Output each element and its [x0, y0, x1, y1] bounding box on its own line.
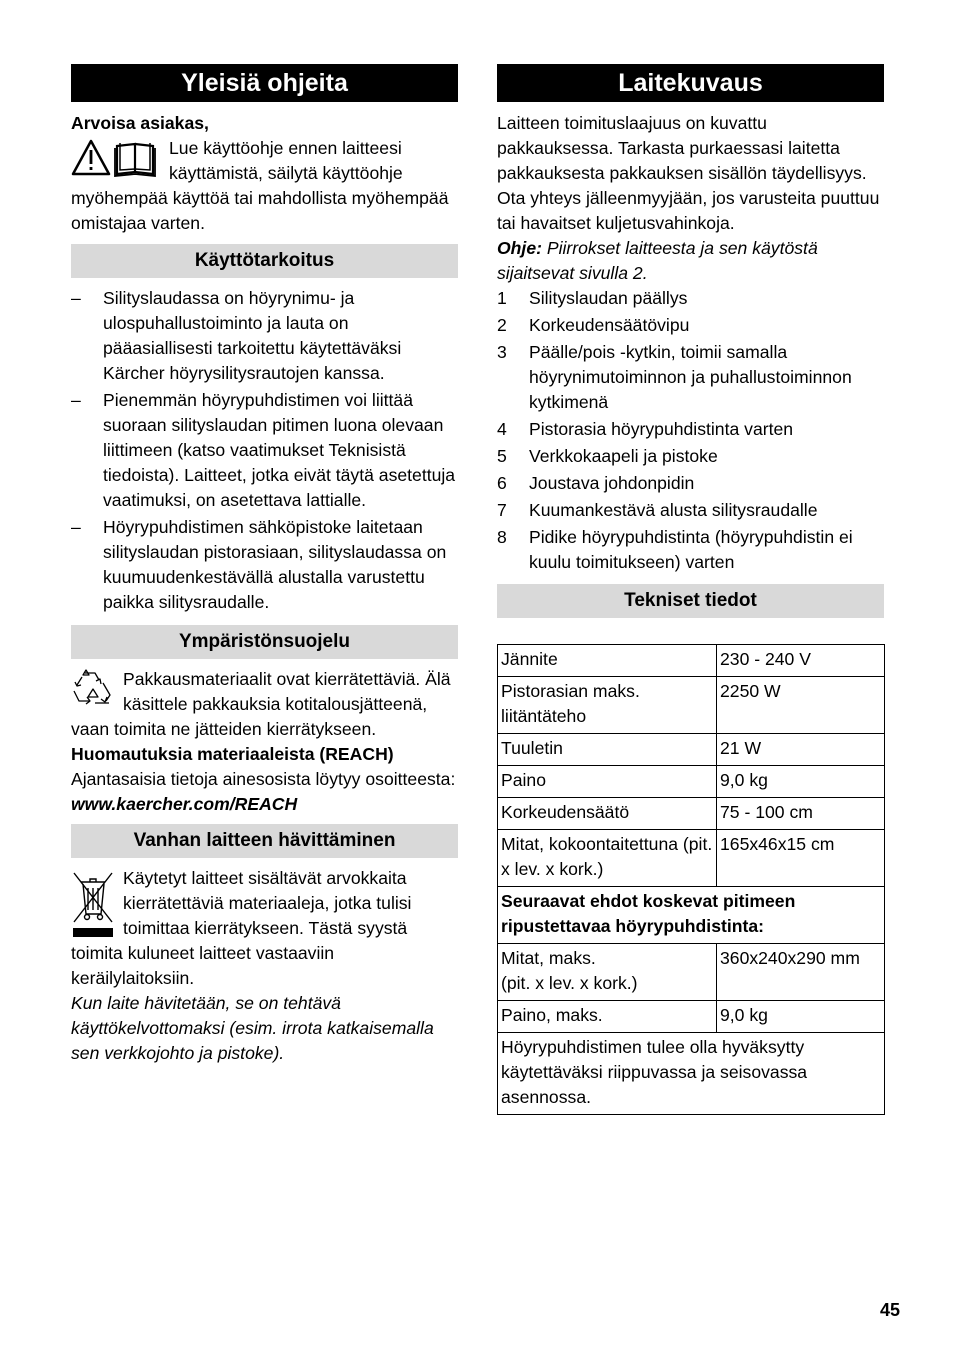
section-title-device-description: Laitekuvaus [497, 64, 884, 102]
recycle-icon [71, 669, 115, 711]
spec-value: 230 - 240 V [717, 645, 885, 677]
part-label: Verkkokaapeli ja pistoke [529, 446, 718, 466]
note-paragraph [497, 236, 884, 286]
part-number: 6 [497, 473, 507, 493]
table-row [498, 830, 885, 887]
warning-manual-icon [71, 138, 161, 178]
reach-text: Ajantasaisia tietoja ainesosista löytyy osoitteesta: [71, 769, 456, 789]
list-item [497, 444, 884, 469]
list-item [497, 498, 884, 523]
greeting: Arvoisa asiakas, [71, 113, 209, 133]
spec-key: Paino, maks. [498, 1001, 717, 1033]
part-number: 3 [497, 342, 507, 362]
left-column [71, 64, 458, 1066]
table-row [498, 1001, 885, 1033]
note-text: Piirrokset laitteesta ja sen käytöstä sijaitsevat sivulla 2. [497, 238, 818, 283]
part-number: 5 [497, 446, 507, 466]
list-item [497, 313, 884, 338]
table-row [498, 766, 885, 798]
tech-data-table [497, 644, 885, 1115]
parts-list [497, 286, 884, 575]
reach-heading: Huomautuksia materiaaleista (REACH) [71, 744, 394, 764]
section-title-disposal: Vanhan laitteen hävittäminen [71, 824, 458, 858]
spec-subheading: Seuraavat ehdot koskevat pitimeen ripustettavaa höyrypuhdistinta: [498, 887, 885, 944]
spec-key: Tuuletin [498, 734, 717, 766]
section-title-environment: Ympäristönsuojelu [71, 625, 458, 659]
reach-link[interactable]: www.kaercher.com/REACH [71, 794, 298, 814]
part-number: 4 [497, 419, 507, 439]
list-item [497, 286, 884, 311]
intro-block [71, 136, 458, 236]
section-title-general: Yleisiä ohjeita [71, 64, 458, 102]
spec-value: 21 W [717, 734, 885, 766]
spec-key: Pistorasian maks. liitäntäteho [498, 677, 717, 734]
part-label: Kuumankestävä alusta silitysraudalle [529, 500, 818, 520]
part-label: Korkeudensäätövipu [529, 315, 690, 335]
list-item [497, 471, 884, 496]
spec-key: Korkeudensäätö [498, 798, 717, 830]
spec-key: Mitat, kokoontaitettuna (pit. x lev. x kork.) [498, 830, 717, 887]
table-row [498, 677, 885, 734]
table-row [498, 734, 885, 766]
list-item [497, 525, 884, 575]
contact-dealer-text: Ota yhteys jälleenmyyjään, jos varusteita puuttuu tai havaitset kuljetusvahinkoja. [497, 188, 880, 233]
section-title-tech-data: Tekniset tiedot [497, 584, 884, 618]
table-row [498, 645, 885, 677]
spec-value: 9,0 kg [717, 766, 885, 798]
recycle-text: Pakkausmateriaalit ovat kierrätettäviä. Älä käsittele pakkauksia kotitalousjätteenä, vaan toimita ne jätteiden kierrätykseen. [71, 669, 451, 739]
list-item [497, 417, 884, 442]
part-label: Pistorasia höyrypuhdistinta varten [529, 419, 794, 439]
table-row [498, 798, 885, 830]
spec-key: Paino [498, 766, 717, 798]
part-label: Päälle/pois -kytkin, toimii samalla höyrynimutoiminnon ja puhallustoiminnon kytkimenä [529, 342, 852, 412]
right-column [497, 64, 884, 1115]
spec-key: Jännite [498, 645, 717, 677]
part-number: 7 [497, 500, 507, 520]
table-row [498, 887, 885, 944]
spec-value: 75 - 100 cm [717, 798, 885, 830]
spec-value: 9,0 kg [717, 1001, 885, 1033]
spec-value: 360x240x290 mm [717, 944, 885, 1001]
disposal-text: Käytetyt laitteet sisältävät arvokkaita kierrätettäviä materiaaleja, jotka tulisi toimittaa kierrätykseen. Tästä syystä toimita kuluneet laitteet vastaaviin keräilylaitoksiin. [71, 868, 412, 988]
spec-footnote: Höyrypuhdistimen tulee olla hyväksytty käytettäväksi riippuvassa ja seisovassa asennossa. [498, 1033, 885, 1115]
list-item: – Silityslaudassa on höyrynimu- ja ulospuhallustoiminto ja lauta on pääasiallisesti tarkoitettu käytettäväksi Kärcher höyrysilitysrautojen kanssa. [71, 286, 458, 386]
note-label: Ohje: [497, 238, 542, 258]
table-row [498, 944, 885, 1001]
part-label: Silityslaudan päällys [529, 288, 688, 308]
part-number: 2 [497, 315, 507, 335]
delivery-text: Laitteen toimituslaajuus on kuvattu pakkauksessa. Tarkasta purkaessasi laitetta pakkauksesta pakkauksen sisällön täydellisyys. [497, 113, 867, 183]
part-number: 8 [497, 527, 507, 547]
list-item [497, 340, 884, 415]
spec-value: 2250 W [717, 677, 885, 734]
list-item: – Höyrypuhdistimen sähköpistoke laitetaan silityslaudan pistorasiaan, silityslaudassa on kuumuudenkestävällä alustalla varustettu paikka silitysraudalle. [71, 515, 458, 615]
list-item: – Pienemmän höyrypuhdistimen voi liittää suoraan silityslaudan pitimen luona olevaan liittimeen (katso vaatimukset Teknisistä tiedoista). Laitteet, jotka eivät täytä asetettuja vaatimuksi, on asetettava lattialle. [71, 388, 458, 513]
spec-key: Mitat, maks. (pit. x lev. x kork.) [498, 944, 717, 1001]
disposal-block [71, 866, 458, 991]
disposal-italic-text: Kun laite hävitetään, se on tehtävä käyttökelvottomaksi (esim. irrota katkaisemalla sen verkkojohto ja pistoke). [71, 993, 434, 1063]
section-title-intended-use: Käyttötarkoitus [71, 244, 458, 278]
part-number: 1 [497, 288, 507, 308]
part-label: Joustava johdonpidin [529, 473, 695, 493]
intro-text: Lue käyttöohje ennen laitteesi käyttämistä, säilytä käyttöohje myöhempää käyttöä tai mahdollista myöhempää omistajaa varten. [71, 138, 449, 233]
spec-value: 165x46x15 cm [717, 830, 885, 887]
recycle-block [71, 667, 458, 742]
weee-bin-icon [71, 870, 115, 940]
page-number: 45 [880, 1300, 901, 1320]
table-row [498, 1033, 885, 1115]
intended-use-list [71, 286, 458, 615]
part-label: Pidike höyrypuhdistinta (höyrypuhdistin ei kuulu toimitukseen) varten [529, 527, 853, 572]
